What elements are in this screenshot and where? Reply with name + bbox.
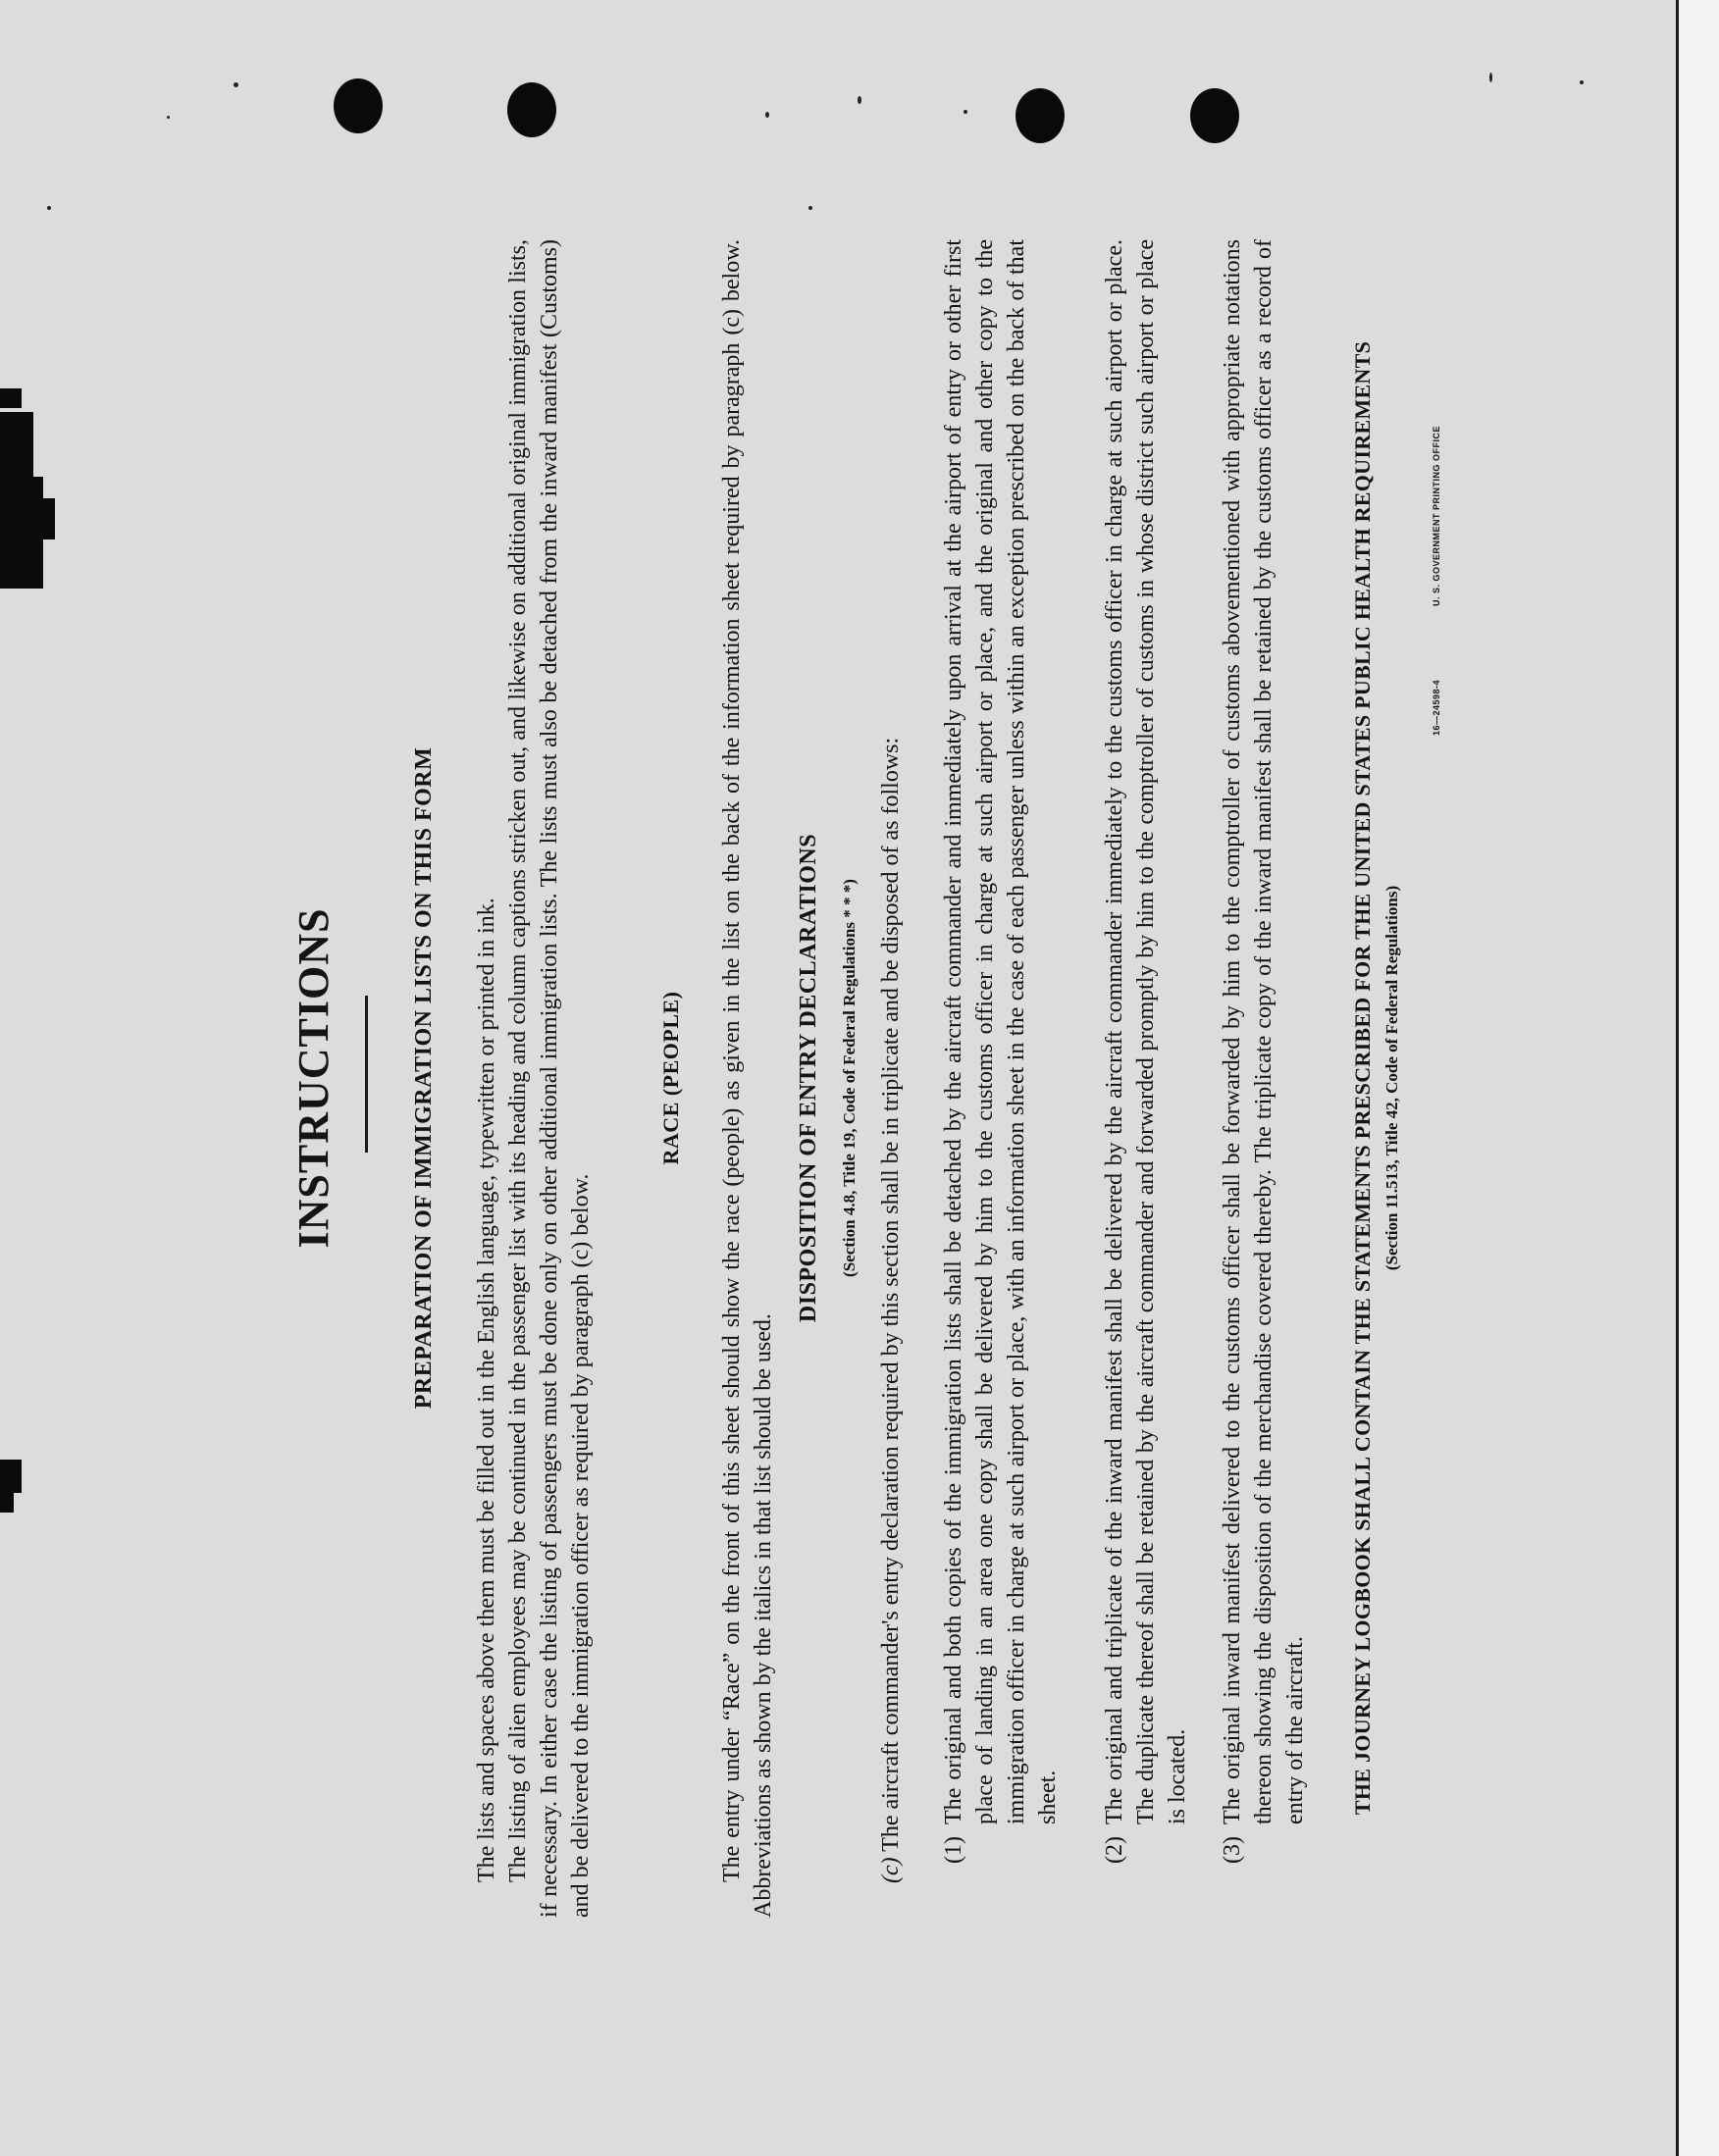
- disposition-item-3: [1217, 239, 1311, 1864]
- preparation-para-2: The listing of alien employees may be continued in the passenger list with its heading and column captions stricken out, and likewise on additional original immigration lists, if necessary. In either case the listing of passengers must be done only on other additional immigration lists. The lists must also be detached from the inward manifest (Customs) and be delivered to the immigration officer as required by paragraph (c) below.: [505, 239, 594, 1918]
- item-text: The original inward manifest delivered to the customs officer shall be forwarded by him to the comptroller of customs abovementioned with appropriate notations thereon showing the disposition of the merchandise covered thereby. The triplicate copy of the inward manifest shall be retained by the customs officer as a record of entry of the aircraft.: [1220, 239, 1308, 1824]
- page-title: INSTRUCTIONS: [289, 907, 338, 1249]
- preparation-para-1: The lists and spaces above them must be filled out in the English language, typewritten or printed in ink.: [474, 898, 499, 1882]
- item-text: The original and both copies of the immigration lists shall be detached by the aircraft commander and immediately upon arrival at the airport of entry or other first place of landing in an area one copy shall be delivered by him to the customs officer in charge at such airport or place, and the original and other copy to the immigration officer in charge at such airport or place, with an information sheet in the case of each passenger unless within an exception prescribed on the back of that sheet.: [941, 239, 1061, 1824]
- intro-text: The aircraft commander's entry declaration required by this section shall be in triplicate and be disposed of as follows:: [878, 737, 904, 1852]
- preparation-text: [471, 239, 597, 1918]
- item-number: (1): [941, 1836, 966, 1864]
- disposition-intro: [875, 239, 907, 1883]
- section-heading-disposition: DISPOSITION OF ENTRY DECLARATIONS: [796, 833, 821, 1323]
- item-number: (2): [1102, 1836, 1127, 1864]
- item-text: The original and triplicate of the inward manifest shall be delivered by the aircraft commander immediately to the customs officer in charge at such airport or place. The duplicate thereof shall be retained by the aircraft commander and forwarded promptly by him to the comptroller of customs in whose district such airport or place is located.: [1102, 239, 1190, 1824]
- footer-citation: (Section 11.513, Title 42, Code of Federal Regulations): [1382, 885, 1401, 1271]
- section-heading-race: RACE (PEOPLE): [658, 991, 683, 1165]
- intro-label: (c): [878, 1857, 904, 1883]
- printing-office: U. S. GOVERNMENT PRINTING OFFICE: [1432, 425, 1441, 606]
- disposition-item-1: [938, 239, 1064, 1864]
- section-heading-preparation: PREPARATION OF IMMIGRATION LISTS ON THIS FORM: [411, 746, 437, 1410]
- disposition-intro-line: [875, 239, 907, 1883]
- footer-heading: THE JOURNEY LOGBOOK SHALL CONTAIN THE STATEMENTS PRESCRIBED FOR THE UNITED STATES PUBLIC HEALTH REQUIREMENTS: [1350, 340, 1375, 1816]
- form-number: 16—24598-4: [1432, 679, 1441, 736]
- title-rule: [365, 996, 368, 1153]
- race-text: [716, 239, 779, 1918]
- race-para: The entry under “Race” on the front of this sheet should show the race (people) as given in the list on the back of the information sheet required by paragraph (c) below. Abbreviations as shown by the italics in that list should be used.: [719, 239, 776, 1918]
- disposition-citation: (Section 4.8, Title 19, Code of Federal Regulations * * *): [840, 879, 859, 1277]
- item-number: (3): [1220, 1836, 1245, 1864]
- disposition-item-2: [1099, 239, 1193, 1864]
